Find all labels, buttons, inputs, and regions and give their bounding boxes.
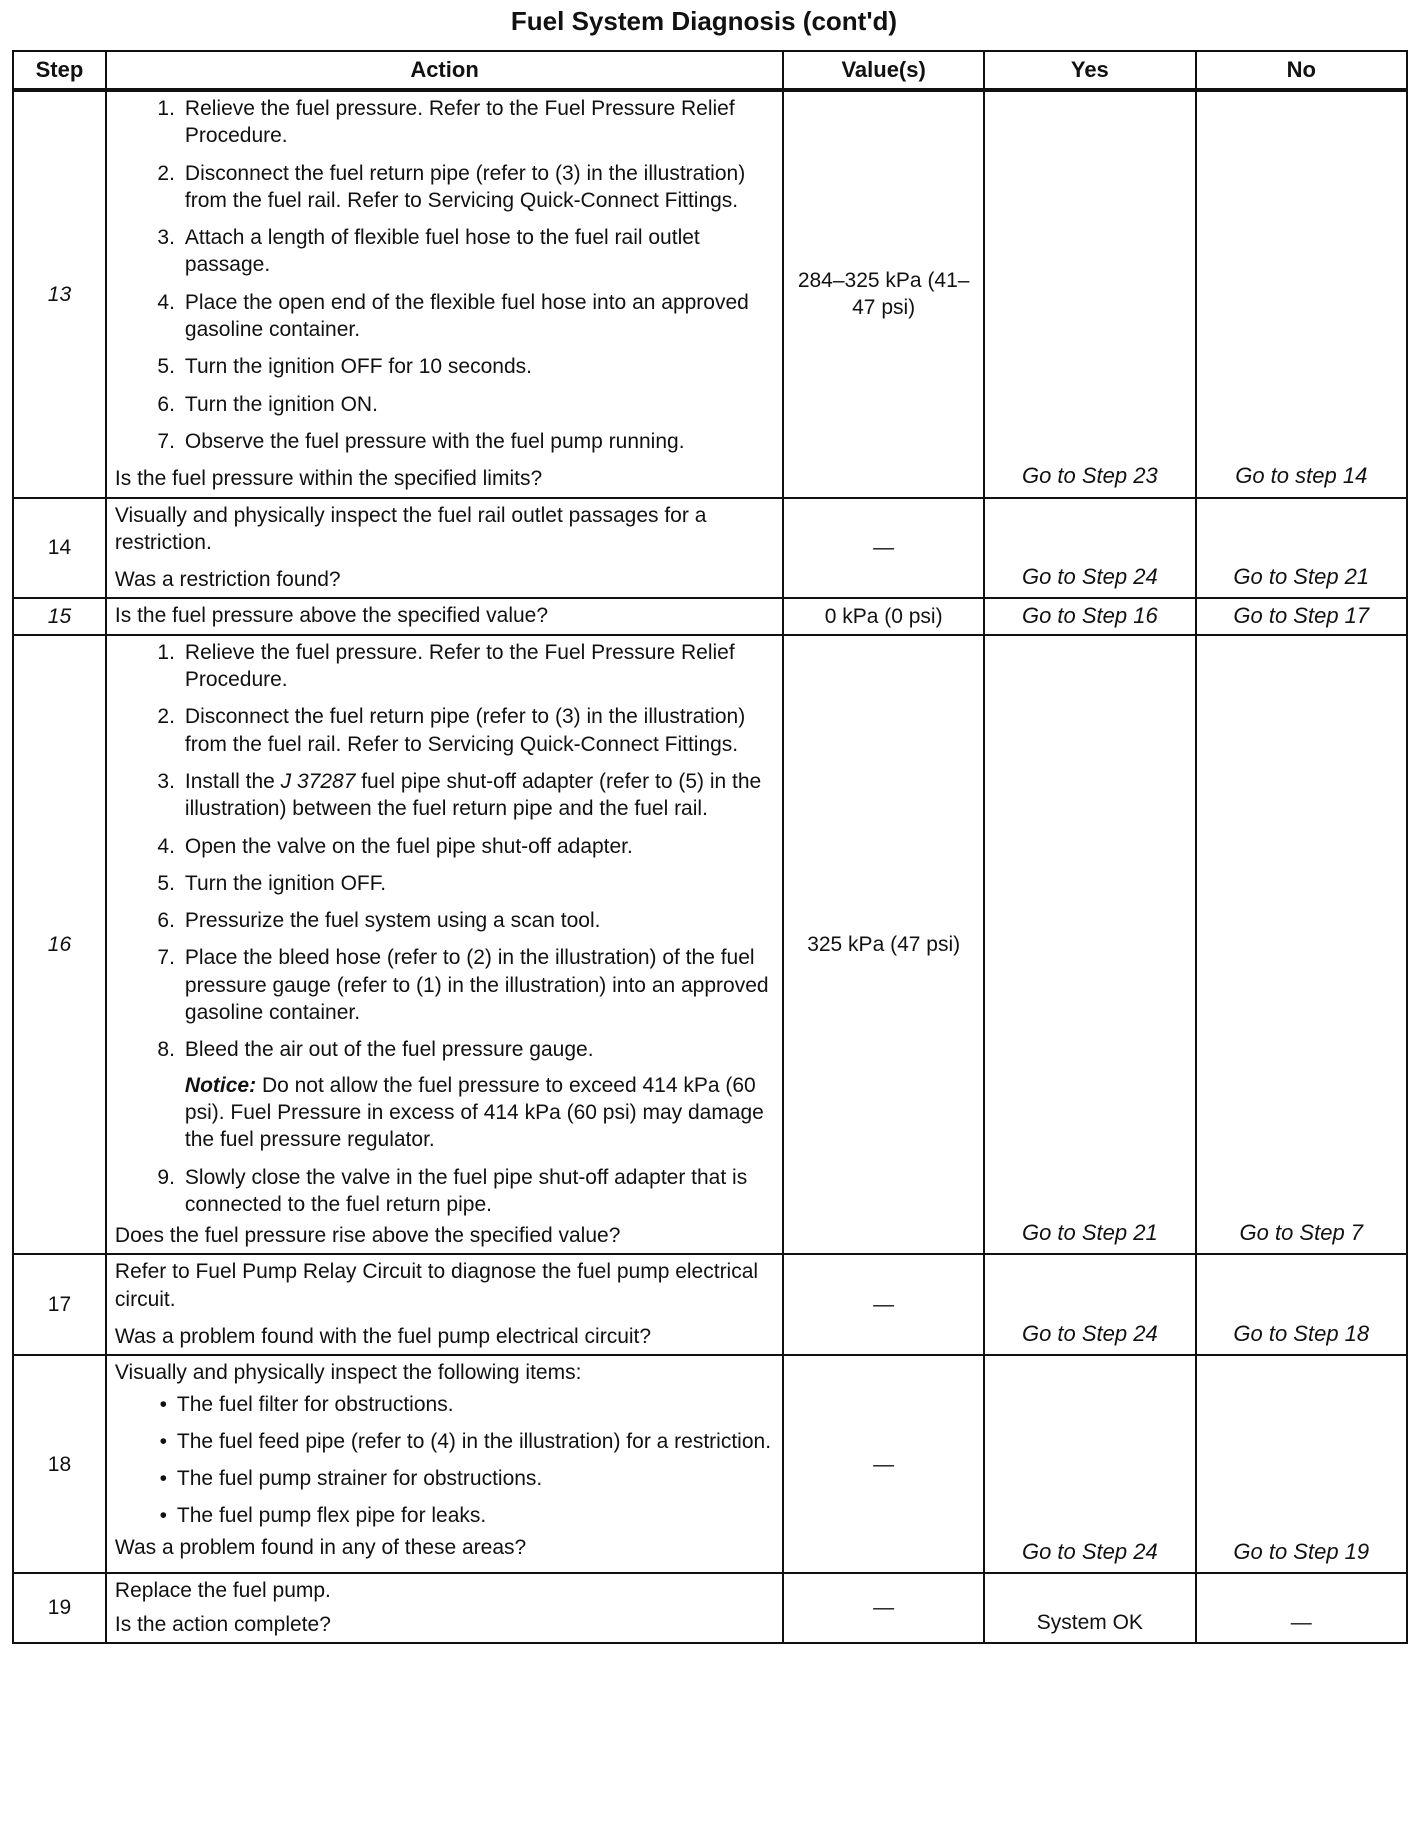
yes-cell: Go to Step 24 <box>984 1254 1195 1355</box>
notice-box <box>185 1072 776 1154</box>
question-text: Was a problem found with the fuel pump electrical circuit? <box>114 1324 652 1348</box>
list-item: 8. Bleed the air out of the fuel pressure gauge. <box>157 1038 594 1062</box>
notice-text: Do not allow the fuel pressure to exceed 414 kPa (60 psi). Fuel Pressure in excess of 414 kPa (60 psi) may damage the fuel pressure regulator. <box>184 1073 764 1152</box>
no-cell: Go to Step 17 <box>1196 598 1407 634</box>
question-text: Is the action complete? <box>114 1612 331 1636</box>
no-cell: — <box>1196 1573 1407 1643</box>
question-text: Is the fuel pressure within the specified limits? <box>114 467 543 491</box>
question-text: Was a restriction found? <box>114 568 341 592</box>
table-row <box>13 498 1407 599</box>
list-item: • The fuel filter for obstructions. <box>159 1392 454 1416</box>
step-number: 14 <box>13 498 106 599</box>
no-cell: Go to Step 7 <box>1196 635 1407 1255</box>
step-number: 19 <box>13 1573 106 1643</box>
bullet-list <box>115 1391 776 1530</box>
notice-label: Notice: <box>184 1073 257 1097</box>
action-cell <box>106 1355 783 1573</box>
list-item: 4. Open the valve on the fuel pipe shut-off adapter. <box>157 834 633 858</box>
question-text: Was a problem found in any of these areas? <box>114 1535 527 1559</box>
list-item: • The fuel pump flex pipe for leaks. <box>159 1504 487 1528</box>
tool-number: J 37287 <box>280 769 356 793</box>
header-action: Action <box>106 51 783 90</box>
step-number: 13 <box>13 90 106 498</box>
question-text: Does the fuel pressure rise above the specified value? <box>114 1224 621 1248</box>
header-step: Step <box>13 51 106 90</box>
list-item: 6. Pressurize the fuel system using a scan tool. <box>157 909 601 933</box>
table-row <box>13 1355 1407 1573</box>
yes-cell: System OK <box>984 1573 1195 1643</box>
list-item: 1. Relieve the fuel pressure. Refer to the Fuel Pressure Relief Procedure. <box>157 640 735 692</box>
list-item: 6. Turn the ignition ON. <box>157 392 378 416</box>
table-row <box>13 635 1407 1255</box>
header-values: Value(s) <box>783 51 984 90</box>
value-cell: — <box>783 498 984 599</box>
table-row <box>13 1254 1407 1355</box>
instruction-text: Visually and physically inspect the fuel rail outlet passages for a restriction. <box>114 503 707 554</box>
page-title: Fuel System Diagnosis (cont'd) <box>510 6 898 36</box>
table-header-row <box>13 51 1407 90</box>
yes-cell: Go to Step 24 <box>984 498 1195 599</box>
step-number: 16 <box>13 635 106 1255</box>
list-item: • The fuel pump strainer for obstructions. <box>159 1467 543 1491</box>
header-yes: Yes <box>984 51 1195 90</box>
list-item: 9. Slowly close the valve in the fuel pipe shut-off adapter that is connected to the fuel return pipe. <box>157 1165 748 1216</box>
action-cell <box>106 1573 783 1643</box>
list-item: 7. Observe the fuel pressure with the fuel pump running. <box>157 429 685 453</box>
list-item: 5. Turn the ignition OFF. <box>157 871 387 895</box>
no-cell: Go to Step 18 <box>1196 1254 1407 1355</box>
diagnosis-table <box>12 50 1408 1644</box>
step-number: 15 <box>13 598 106 634</box>
value-cell: — <box>783 1573 984 1643</box>
instruction-text: Refer to Fuel Pump Relay Circuit to diagnose the fuel pump electrical circuit. <box>114 1260 759 1311</box>
procedure-list <box>115 639 776 1064</box>
action-cell <box>106 498 783 599</box>
no-cell: Go to Step 21 <box>1196 498 1407 599</box>
header-no: No <box>1196 51 1407 90</box>
list-item: 3. Install the J 37287 fuel pipe shut-off adapter (refer to (5) in the illustration) between the fuel return pipe and the fuel rail. <box>157 769 762 821</box>
table-row <box>13 90 1407 498</box>
list-item: 2. Disconnect the fuel return pipe (refer to (3) in the illustration) from the fuel rail. Refer to Servicing Quick-Connect Fittings. <box>157 705 746 756</box>
value-cell: — <box>783 1355 984 1573</box>
step-number: 18 <box>13 1355 106 1573</box>
procedure-list <box>115 95 776 455</box>
action-cell <box>106 598 783 634</box>
value-cell: 325 kPa (47 psi) <box>783 635 984 1255</box>
no-cell: Go to Step 19 <box>1196 1355 1407 1573</box>
yes-cell: Go to Step 23 <box>984 90 1195 498</box>
yes-cell: Go to Step 16 <box>984 598 1195 634</box>
question-text: Is the fuel pressure above the specified value? <box>114 604 549 628</box>
list-item: 5. Turn the ignition OFF for 10 seconds. <box>157 355 532 379</box>
procedure-list <box>115 1164 776 1219</box>
action-cell <box>106 635 783 1255</box>
list-item: • The fuel feed pipe (refer to (4) in the illustration) for a restriction. <box>159 1429 772 1453</box>
value-cell: 284–325 kPa (41–47 psi) <box>783 90 984 498</box>
list-item: 7. Place the bleed hose (refer to (2) in the illustration) of the fuel pressure gauge (refer to (1) in the illustration) into an approved gasoline container. <box>157 946 769 1025</box>
list-item: 4. Place the open end of the flexible fuel hose into an approved gasoline container. <box>157 290 749 342</box>
step-number: 17 <box>13 1254 106 1355</box>
no-cell: Go to step 14 <box>1196 90 1407 498</box>
value-cell: — <box>783 1254 984 1355</box>
yes-cell: Go to Step 24 <box>984 1355 1195 1573</box>
instruction-text: Replace the fuel pump. <box>114 1579 331 1603</box>
yes-cell: Go to Step 21 <box>984 635 1195 1255</box>
value-cell: 0 kPa (0 psi) <box>783 598 984 634</box>
table-row <box>13 1573 1407 1643</box>
action-cell <box>106 90 783 498</box>
instruction-text: Visually and physically inspect the following items: <box>114 1361 582 1385</box>
list-item: 3. Attach a length of flexible fuel hose to the fuel rail outlet passage. <box>157 226 700 277</box>
list-item: 1. Relieve the fuel pressure. Refer to the Fuel Pressure Relief Procedure. <box>157 97 735 148</box>
table-row <box>13 598 1407 634</box>
list-item: 2. Disconnect the fuel return pipe (refer to (3) in the illustration) from the fuel rail. Refer to Servicing Quick-Connect Fittings. <box>157 161 746 212</box>
action-cell <box>106 1254 783 1355</box>
